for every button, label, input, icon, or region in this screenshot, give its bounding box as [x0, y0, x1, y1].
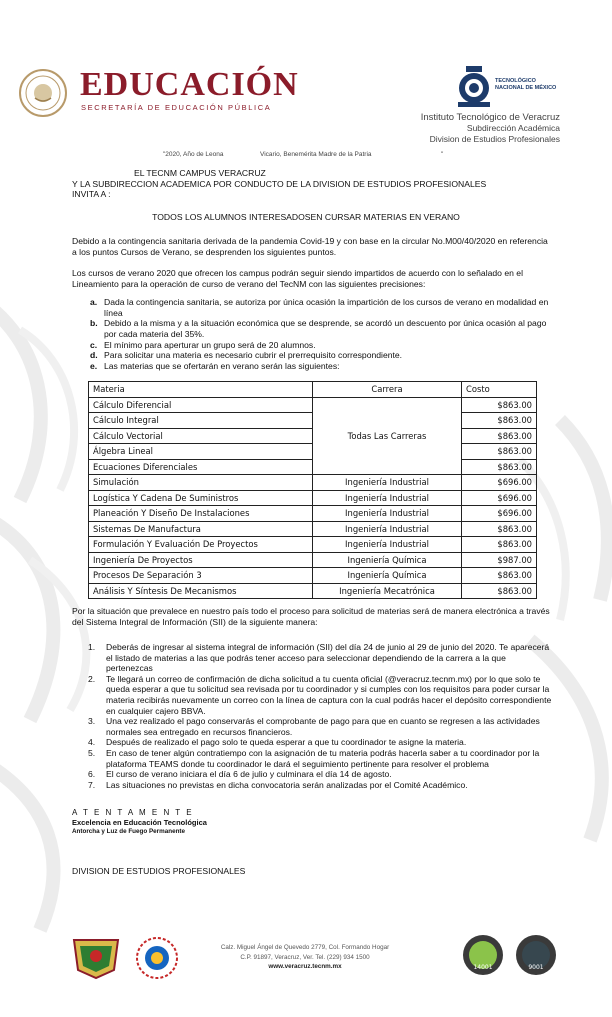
list-item: 3. Una vez realizado el pago conservarás el comprobante de pago para que en cuanto se regresen a las actividades normales sea entregado en recursos financieros. — [88, 716, 540, 737]
closing-block — [72, 808, 207, 837]
table-row: Ingeniería De Proyectos Ingeniería Química $987.00 — [89, 552, 537, 568]
itver-crest-icon — [66, 934, 126, 980]
points-list — [72, 297, 552, 371]
list-item: 5. En caso de tener algún contratiempo con la asignación de tu materia podrás hacerla saber a tu coordinador por la plataforma TEAMS donde tu coordinador le dará el seguimiento pertinente para resolver el problema — [88, 747, 540, 769]
list-item: 7. Las situaciones no previstas en dicha convocatoria serán analizadas por el Comité Académico. — [88, 779, 468, 790]
tecnm-logo-text: TECNOLÓGICO NACIONAL DE MÉXICO — [495, 78, 557, 91]
steps-list — [88, 642, 554, 790]
subject-line: TODOS LOS ALUMNOS INTERESADOSEN CURSAR MATERIAS EN VERANO — [152, 212, 460, 222]
subjects-table — [88, 381, 537, 599]
col-header-costo: Costo — [462, 382, 537, 398]
subdirection: Subdirección Académica — [466, 123, 560, 133]
closing-motto-2: Antorcha y Luz de Fuego Permanente — [72, 828, 186, 836]
iso-14001-badge-icon — [462, 934, 504, 976]
table-row: Simulación Ingeniería Industrial $696.00 — [89, 475, 537, 491]
division: Division de Estudios Profesionales — [429, 134, 560, 144]
heading-line-2: Y LA SUBDIRECCION ACADEMICA POR CONDUCTO DE LA DIVISION DE ESTUDIOS PROFESIONALES — [72, 178, 487, 189]
itver-round-seal-icon — [135, 936, 179, 980]
list-item: 6. El curso de verano iniciara el día 6 de julio y culminara el día 14 de agosto. — [88, 769, 392, 780]
list-item: a. Dada la contingencia sanitaria, se autoriza por única ocasión la impartición de los cursos de verano en modalidad en línea — [90, 297, 549, 318]
ministry-title: EDUCACIÓN — [80, 66, 299, 103]
list-item: 1. Deberás de ingresar al sistema integral de información (SII) del día 24 de junio al 29 de junio del 2020. Te aparecerá el listado de materias a las que podrás tener acceso para seleccionar dependiendo de la carrera a la que pertenezcas — [88, 642, 550, 674]
footer-address-line-2: C.P. 91897, Veracruz, Ver. Tel. (229) 934 1500 — [240, 953, 370, 961]
table-row: Ecuaciones Diferenciales $863.00 — [89, 459, 537, 475]
points-block — [72, 268, 552, 371]
list-item: 4. Después de realizado el pago solo te queda esperar a que tu coordinador te asigne la materia. — [88, 737, 467, 748]
table-row: Análisis Y Síntesis De Mecanismos Ingeniería Mecatrónica $863.00 — [89, 583, 537, 599]
table-row: Planeación Y Diseño De Instalaciones Ingeniería Industrial $696.00 — [89, 506, 537, 522]
closing-motto-1: Excelencia en Educación Tecnológica — [72, 817, 207, 827]
list-item: e. Las materias que se ofertarán en verano serán las siguientes: — [90, 360, 340, 371]
group-career-cell: Todas Las Carreras — [313, 397, 462, 475]
institute-name: Instituto Tecnológico de Veracruz — [420, 112, 560, 123]
table-row: Cálculo Diferencial Todas Las Carreras $863.00 — [89, 397, 537, 413]
table-row: Sistemas De Manufactura Ingeniería Industrial $863.00 — [89, 521, 537, 537]
motto-year: "2020, Año de Leona — [163, 151, 224, 158]
list-item: 2. Te llegará un correo de confirmación de dicha solicitud a tu cuenta oficial (@veracruz.tecnm.mx) por lo que solo te queda esperar a que tu solicitud sea revisada por tu coordinador y si cumples con los requisitos para poder cursar la materia recibirás nuevamente un correo con la línea de captura con la cual podrás hacer el depósito correspondiente en cualquier cajero BBVA. — [88, 673, 552, 716]
table-row: Formulación Y Evaluación De Proyectos Ingeniería Industrial $863.00 — [89, 537, 537, 553]
institute-block — [421, 112, 560, 145]
heading-block — [72, 168, 542, 200]
iso-9001-code: 9001 — [528, 964, 544, 971]
col-header-materia: Materia — [89, 382, 313, 398]
footer-website-link[interactable]: www.veracruz.tecnm.mx — [268, 963, 342, 970]
sep-seal-icon — [18, 68, 68, 118]
heading-line-3: INVITA A : — [72, 189, 111, 200]
footer-address-line-1: Calz. Miguel Ángel de Quevedo 2779, Col. Formando Hogar — [220, 944, 390, 951]
list-item: b. Debido a la misma y a la situación económica que se desprende, se acordó un descuento por única ocasión al pago por cada materia del 35%. — [90, 318, 547, 339]
list-item: d. Para solicitar una materia es necesario cubrir el prerrequisito correspondiente. — [90, 350, 403, 361]
table-row: Cálculo Vectorial $863.00 — [89, 428, 537, 444]
paragraph-1: Debido a la contingencia sanitaria derivada de la pandemia Covid-19 y con base en la circular No.M00/40/2020 en referencia a los puntos Cursos de Verano, se desprenden los siguientes puntos. — [72, 236, 548, 257]
list-item: c. El mínimo para aperturar un grupo será de 20 alumnos. — [90, 339, 316, 350]
closing-atentamente: A T E N T A M E N T E — [72, 808, 194, 817]
table-row: Álgebra Lineal $863.00 — [89, 444, 537, 460]
paragraph-3: Por la situación que prevalece en nuestro país todo el proceso para solicitud de materias será de manera electrónica a través del Sistema Integral de Información (SII) de la siguiente manera: — [72, 606, 550, 627]
tecnm-logo-icon — [456, 66, 492, 108]
table-header-row — [89, 382, 537, 398]
signature-department: DIVISION DE ESTUDIOS PROFESIONALES — [72, 866, 246, 876]
table-row: Logística Y Cadena De Suministros Ingeniería Industrial $696.00 — [89, 490, 537, 506]
table-row: Cálculo Integral $863.00 — [89, 413, 537, 429]
motto-end: " — [441, 151, 444, 158]
col-header-carrera: Carrera — [313, 382, 462, 398]
iso-9001-badge-icon — [515, 934, 557, 976]
footer-address — [180, 943, 430, 972]
heading-line-1: EL TECNM CAMPUS VERACRUZ — [134, 168, 266, 178]
motto-vicario: Vicario, Benemérita Madre de la Patria — [260, 151, 372, 158]
iso-14001-code: 14001 — [473, 964, 493, 971]
table-row: Procesos De Separación 3 Ingeniería Química $863.00 — [89, 568, 537, 584]
ministry-subtitle: SECRETARÍA DE EDUCACIÓN PÚBLICA — [81, 103, 272, 112]
paragraph-2: Los cursos de verano 2020 que ofrecen los campus podrán seguir siendo impartidos de acuerdo con lo señalado en el Lineamiento para la operación de curso de verano del TecNM con las siguientes precisiones: — [72, 268, 523, 289]
